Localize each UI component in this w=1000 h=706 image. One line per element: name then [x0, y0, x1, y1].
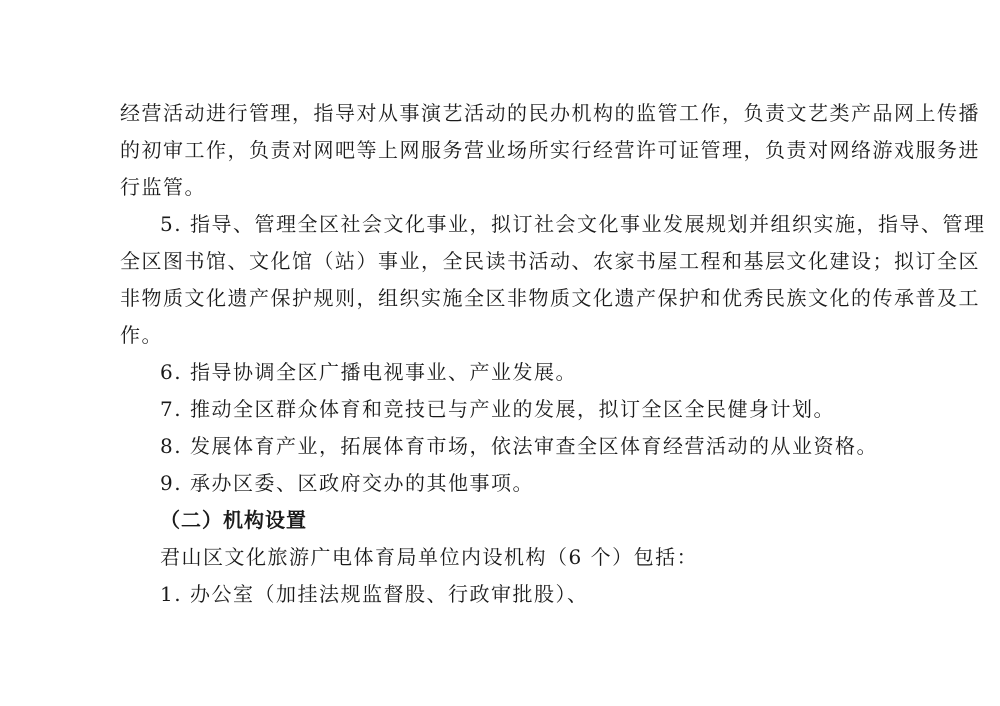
section-heading: （二）机构设置	[160, 508, 307, 532]
text-line: 作。	[120, 323, 163, 347]
text-line: 非物质文化遗产保护规则，组织实施全区非物质文化遗产保护和优秀民族文化的传承普及工	[120, 286, 980, 310]
intro-paragraph: 君山区文化旅游广电体育局单位内设机构（6 个）包括：	[160, 545, 699, 569]
paragraph-item-9: 9. 承办区委、区政府交办的其他事项。	[160, 471, 534, 495]
paragraph-item-8: 8. 发展体育产业，拓展体育市场，依法审查全区体育经营活动的从业资格。	[160, 434, 878, 458]
text-line: 全区图书馆、文化馆（站）事业，全民读书活动、农家书屋工程和基层文化建设；拟订全区	[120, 249, 980, 273]
paragraph-continuation	[120, 95, 980, 206]
text-line: 的初审工作，负责对网吧等上网服务营业场所实行经营许可证管理，负责对网络游戏服务进	[120, 138, 980, 162]
text-line: 5. 指导、管理全区社会文化事业，拟订社会文化事业发展规划并组织实施，指导、管理	[160, 212, 986, 236]
paragraph-item-7: 7. 推动全区群众体育和竞技已与产业的发展，拟订全区全民健身计划。	[160, 397, 835, 421]
document-body	[120, 95, 986, 613]
paragraph-item-6: 6. 指导协调全区广播电视事业、产业发展。	[160, 360, 577, 384]
paragraph-item-5	[120, 206, 986, 354]
text-line: 经营活动进行管理，指导对从事演艺活动的民办机构的监管工作，负责文艺类产品网上传播	[120, 101, 980, 125]
text-line: 行监管。	[120, 175, 206, 199]
office-list-item: 1. 办公室（加挂法规监督股、行政审批股）、	[160, 582, 589, 606]
